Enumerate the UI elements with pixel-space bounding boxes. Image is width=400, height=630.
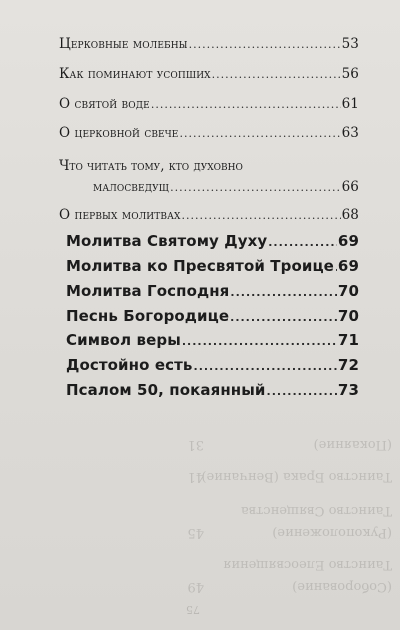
toc-entry-title-line2: малосведущ (93, 179, 170, 195)
bleed-line: Таинство Брака (Венчание) (201, 469, 392, 484)
bleed-through-text (180, 400, 400, 600)
toc-entry-title: Как поминают усопших (59, 66, 211, 82)
toc-entry (93, 179, 359, 195)
toc-entry (66, 282, 359, 300)
toc-entry-page: 71 (337, 331, 359, 349)
bleed-number: 41 (187, 469, 204, 484)
bleed-line: (Соборование) (292, 579, 392, 594)
leader-dots (335, 261, 337, 274)
toc-entry (59, 96, 359, 112)
toc-entry-page: 56 (341, 66, 359, 82)
toc-entry-page: 61 (341, 96, 359, 112)
toc-entry-page: 69 (337, 232, 359, 250)
leader-dots (267, 385, 337, 398)
bleed-line: (Покаяние) (313, 437, 392, 452)
toc-entry-page: 53 (341, 36, 359, 52)
toc-entry (66, 232, 359, 250)
leader-dots (230, 311, 337, 324)
toc-entry (59, 125, 359, 141)
toc-entry-page: 72 (337, 356, 359, 374)
toc-entry-title: Псалом 50, покаянный (66, 381, 266, 399)
toc-entry (66, 381, 359, 399)
leader-dots (230, 286, 337, 299)
bleed-line: Таинство Елеосвящения (223, 557, 392, 572)
bleed-number: 45 (187, 525, 204, 540)
bleed-line: (Рукоположение) (272, 525, 392, 540)
toc-entry-page: 70 (337, 307, 359, 325)
toc-entry (66, 257, 359, 275)
toc-entry (59, 207, 359, 223)
toc-entry-title: Символ веры (66, 331, 181, 349)
leader-dots (212, 68, 341, 81)
toc-entry (66, 331, 359, 349)
toc-entry-title: Церковные молебны (59, 36, 188, 52)
toc-entry (66, 307, 359, 325)
bleed-page-number: 75 (186, 603, 200, 616)
leader-dots (268, 236, 337, 249)
toc-entry-title: Молитва Святому Духу (66, 232, 268, 250)
bleed-number: 31 (187, 437, 204, 452)
toc-entry (59, 66, 359, 82)
toc-entry-title: Песнь Богородице (66, 307, 230, 325)
leader-dots (182, 335, 337, 348)
leader-dots (179, 127, 340, 140)
toc-entry-title: Достойно есть (66, 356, 193, 374)
toc-entry-title: Молитва ко Пресвятой Троице (66, 257, 334, 275)
toc-entry-page: 69 (337, 257, 359, 275)
leader-dots (194, 360, 337, 373)
toc-entry-title: О церковной свече (59, 125, 179, 141)
bleed-line: Таинство Священства (241, 503, 392, 518)
toc-entry (59, 36, 359, 52)
toc-entry-page: 68 (341, 207, 359, 223)
toc-entry-page: 63 (341, 125, 359, 141)
bleed-number: 49 (187, 579, 204, 594)
leader-dots (170, 181, 341, 194)
toc-entry-title: О святой воде (59, 96, 150, 112)
toc-entry-title: О первых молитвах (59, 207, 181, 223)
leader-dots (182, 209, 341, 222)
leader-dots (189, 38, 341, 51)
toc-entry-title: Молитва Господня (66, 282, 230, 300)
leader-dots (151, 98, 341, 111)
toc-entry (66, 356, 359, 374)
toc-entry-title-line1: Что читать тому, кто духовно (59, 158, 243, 174)
toc-entry-page: 73 (337, 381, 359, 399)
toc-entry-page: 66 (341, 179, 359, 195)
toc-entry-page: 70 (337, 282, 359, 300)
